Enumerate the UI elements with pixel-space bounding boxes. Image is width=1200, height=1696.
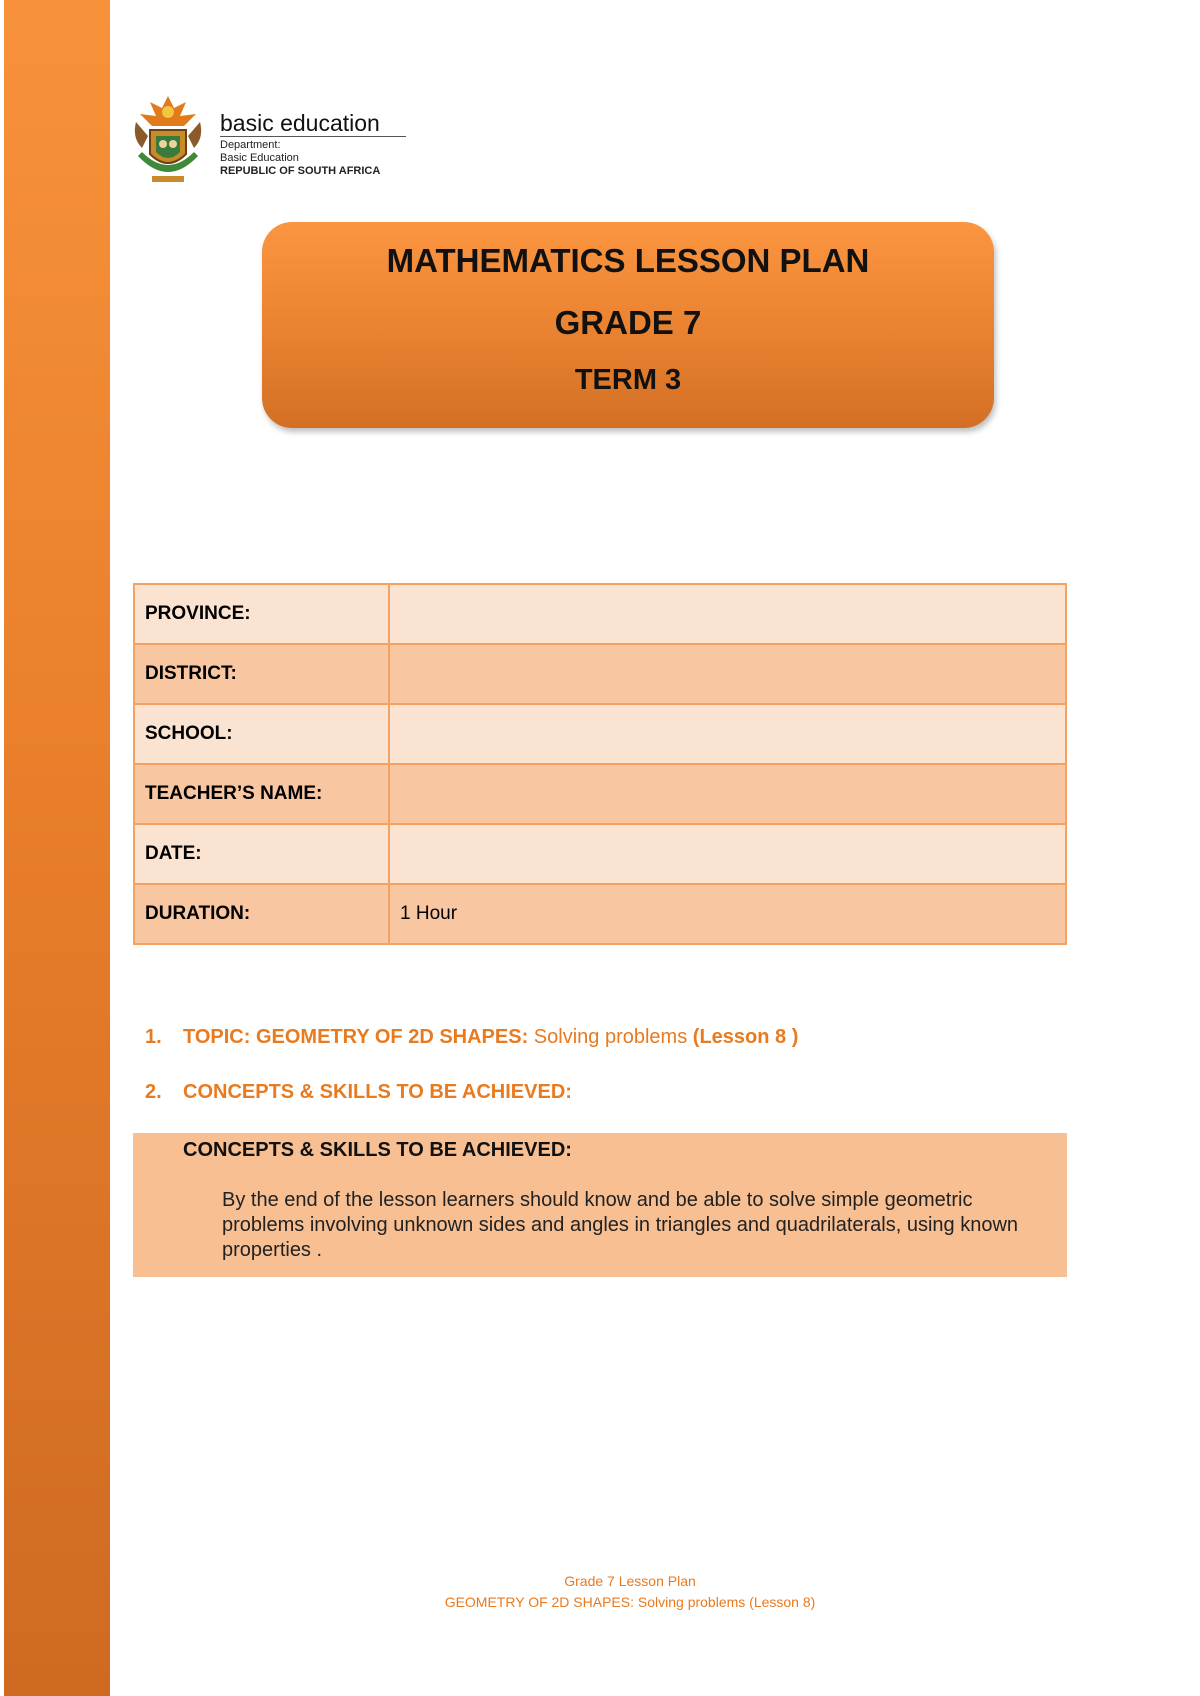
logo-brand: basic education xyxy=(220,110,380,136)
department-logo xyxy=(130,92,410,192)
school-label: SCHOOL: xyxy=(134,704,389,764)
table-row-date xyxy=(134,824,1066,884)
district-value xyxy=(389,644,1066,704)
duration-value: 1 Hour xyxy=(389,884,1066,944)
topic-label: TOPIC: GEOMETRY OF 2D SHAPES: xyxy=(183,1026,529,1048)
date-value xyxy=(389,824,1066,884)
title-grade: GRADE 7 xyxy=(554,304,702,341)
topic-text: Solving problems xyxy=(533,1026,688,1048)
district-label: DISTRICT: xyxy=(134,644,389,704)
concepts-box xyxy=(133,1133,1067,1277)
topic-number: 1. xyxy=(145,1026,162,1048)
duration-label: DURATION: xyxy=(134,884,389,944)
footer-line-2: GEOMETRY OF 2D SHAPES: Solving problems (Lesson 8) xyxy=(444,1594,816,1610)
concepts-box-heading: CONCEPTS & SKILLS TO BE ACHIEVED: xyxy=(183,1139,572,1161)
title-term: TERM 3 xyxy=(574,364,682,396)
topic-heading xyxy=(145,1026,798,1049)
footer-line-1: Grade 7 Lesson Plan xyxy=(564,1573,696,1589)
table-row-duration xyxy=(134,884,1066,944)
title-box xyxy=(262,222,994,428)
teacher-name-value xyxy=(389,764,1066,824)
coat-of-arms-icon xyxy=(130,92,206,188)
side-band xyxy=(4,0,110,1696)
concepts-number: 2. xyxy=(145,1081,162,1103)
teacher-name-label: TEACHER’S NAME: xyxy=(134,764,389,824)
logo-line-department: Department: xyxy=(220,139,281,151)
table-row-school xyxy=(134,704,1066,764)
topic-lesson: (Lesson 8 ) xyxy=(692,1026,799,1048)
logo-divider xyxy=(220,136,406,137)
lesson-info-table xyxy=(133,583,1067,945)
concepts-box-body: By the end of the lesson learners should know and be able to solve simple geometric problems involving unknown sides and angles in triangles and quadrilaterals, using known properties . xyxy=(222,1189,1019,1261)
province-label: PROVINCE: xyxy=(134,584,389,644)
logo-line-country: REPUBLIC OF SOUTH AFRICA xyxy=(220,165,381,177)
concepts-label: CONCEPTS & SKILLS TO BE ACHIEVED: xyxy=(183,1081,572,1103)
school-value xyxy=(389,704,1066,764)
title-main: MATHEMATICS LESSON PLAN xyxy=(386,242,870,279)
table-row-teacher-name xyxy=(134,764,1066,824)
concepts-heading xyxy=(145,1081,572,1104)
logo-line-basic-education: Basic Education xyxy=(220,152,299,164)
table-row-district xyxy=(134,644,1066,704)
table-row-province xyxy=(134,584,1066,644)
province-value xyxy=(389,584,1066,644)
date-label: DATE: xyxy=(134,824,389,884)
